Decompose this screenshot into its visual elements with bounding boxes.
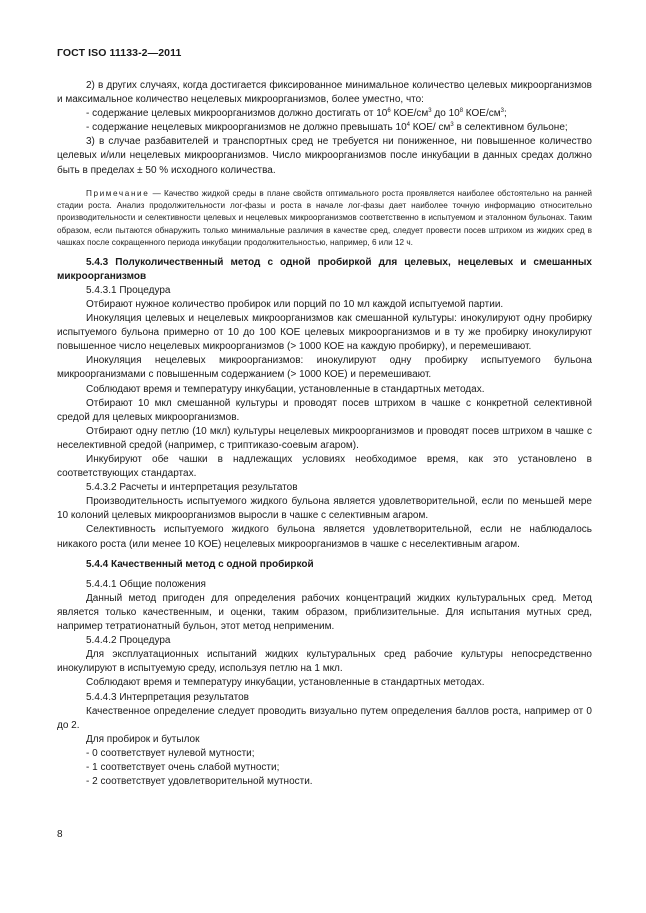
list-item: - содержание целевых микроорганизмов должно достигать от $10^6$ КОЕ/$см^3$ до $10^8$ КОЕ/$см^3$; <box>86 108 507 120</box>
paragraph: Соблюдают время и температуру инкубации, установленные в стандартных методах. <box>86 677 485 689</box>
subsection-title: 5.4.3.1 Процедура <box>86 284 171 296</box>
paragraph: Соблюдают время и температуру инкубации, установленные в стандартных методах. <box>86 383 485 395</box>
paragraph: Качественное определение следует проводить визуально путем определения баллов роста, например от 0 до 2. <box>57 705 592 731</box>
paragraph: Инокуляция нецелевых микроорганизмов: инокулируют одну пробирку испытуемого бульона микроорганизмами с повышенным содержанием (> 1000 КОЕ) и перемешивают. <box>57 355 592 381</box>
subsection-title: 5.4.4.3 Интерпретация результатов <box>86 691 249 703</box>
paragraph: Производительность испытуемого жидкого бульона является удовлетворительной, если по меньшей мере 10 колоний целевых микроорганизмов выросли в чашке с селективным агаром. <box>57 496 592 522</box>
paragraph: Селективность испытуемого жидкого бульона является удовлетворительной, если не наблюдалось никакого роста (или менее 10 КОЕ) нецелевых микроорганизмов в чашке с неселективным агаром. <box>57 524 592 550</box>
paragraph: Инкубируют обе чашки в надлежащих условиях необходимое время, как это установлено в соответствующих стандартах. <box>57 454 592 480</box>
list-item: - содержание нецелевых микроорганизмов не должно превышать $10^4$ КОЕ/ $см^3$ в селективном бульоне; <box>86 122 568 134</box>
note-text: — Качество жидкой среды в плане свойств оптимального роста проявляется наиболее обстоятельно на ранней стадии роста. Анализ продолжительности лог-фазы и роста в начале лог-фазы дает наиболее точную информацию относительно производительности и селективности целевых и нецелевых микроорганизмов соответственно в испытуемом и эталонном бульонах. Таким образом, если пытаются обнаружить только минимальные различия в качестве сред, следует провести посев штрихом из жидких сред в чашках после сокращенного периода инкубации продолжительностью, например, 6 или 12 ч. <box>57 188 592 248</box>
paragraph: Для эксплуатационных испытаний жидких культуральных сред рабочие культуры непосредственно инокулируют в испытуемую среду, используя петлю на 1 мкл. <box>57 649 592 675</box>
document-header: ГОСТ ISO 11133-2—2011 <box>57 47 182 59</box>
paragraph: Отбирают одну петлю (10 мкл) культуры нецелевых микроорганизмов и проводят посев штрихом в чашке с неселективной средой (например, с триптиказо-соевым агаром). <box>57 425 592 451</box>
subsection-title: 5.4.4.1 Общие положения <box>86 578 206 590</box>
note <box>57 188 592 250</box>
paragraph: Отбирают нужное количество пробирок или порций по 10 мл каждой испытуемой партии. <box>86 298 504 310</box>
subsection-title: 5.4.3.2 Расчеты и интерпретация результатов <box>86 482 298 494</box>
paragraph: 3) в случае разбавителей и транспортных сред не требуется ни пониженное, ни повышенное количество целевых и/или нецелевых микроорганизмов. Число микроорганизмов после инкубации в данных средах должно быть в пределах ± 50 % исходного количества. <box>57 136 592 176</box>
list-item: - 2 соответствует удовлетворительной мутности. <box>86 776 313 788</box>
section-heading-5-4-3: 5.4.3 Полуколичественный метод с одной пробиркой для целевых, нецелевых и смешанных микроорганизмов <box>57 256 592 282</box>
section-heading-5-4-4: 5.4.4 Качественный метод с одной пробиркой <box>86 558 314 570</box>
subsection-title: 5.4.4.2 Процедура <box>86 635 171 647</box>
note-label: Примечание <box>86 188 150 198</box>
page-number: 8 <box>57 829 63 840</box>
document-body <box>57 79 592 789</box>
paragraph: Отбирают 10 мкл смешанной культуры и проводят посев штрихом в чашке с конкретной селективной средой для целевых микроорганизмов. <box>57 397 592 423</box>
paragraph: Данный метод пригоден для определения рабочих концентраций жидких культуральных сред. Метод является только качественным, и оценки, таким образом, приблизительные. Для испытания мутных сред, например тетратионатный бульон, этот метод неприменим. <box>57 592 592 633</box>
paragraph: Для пробирок и бутылок <box>86 733 200 745</box>
list-item: - 0 соответствует нулевой мутности; <box>86 747 255 759</box>
list-item: - 1 соответствует очень слабой мутности; <box>86 761 280 773</box>
paragraph: Инокуляция целевых и нецелевых микроорганизмов как смешанной культуры: инокулируют одну пробирку испытуемого бульона примерно от 10 до 100 КОЕ целевых микроорганизмов и в ту же пробирку инокулируют повышенное число нецелевых микроорганизмов (> 1000 КОЕ на каждую пробирку), и перемешивают. <box>57 313 592 353</box>
paragraph: 2) в других случаях, когда достигается фиксированное минимальное количество целевых микроорганизмов и максимальное количество нецелевых микроорганизмов, более уместно, что: <box>57 80 592 106</box>
